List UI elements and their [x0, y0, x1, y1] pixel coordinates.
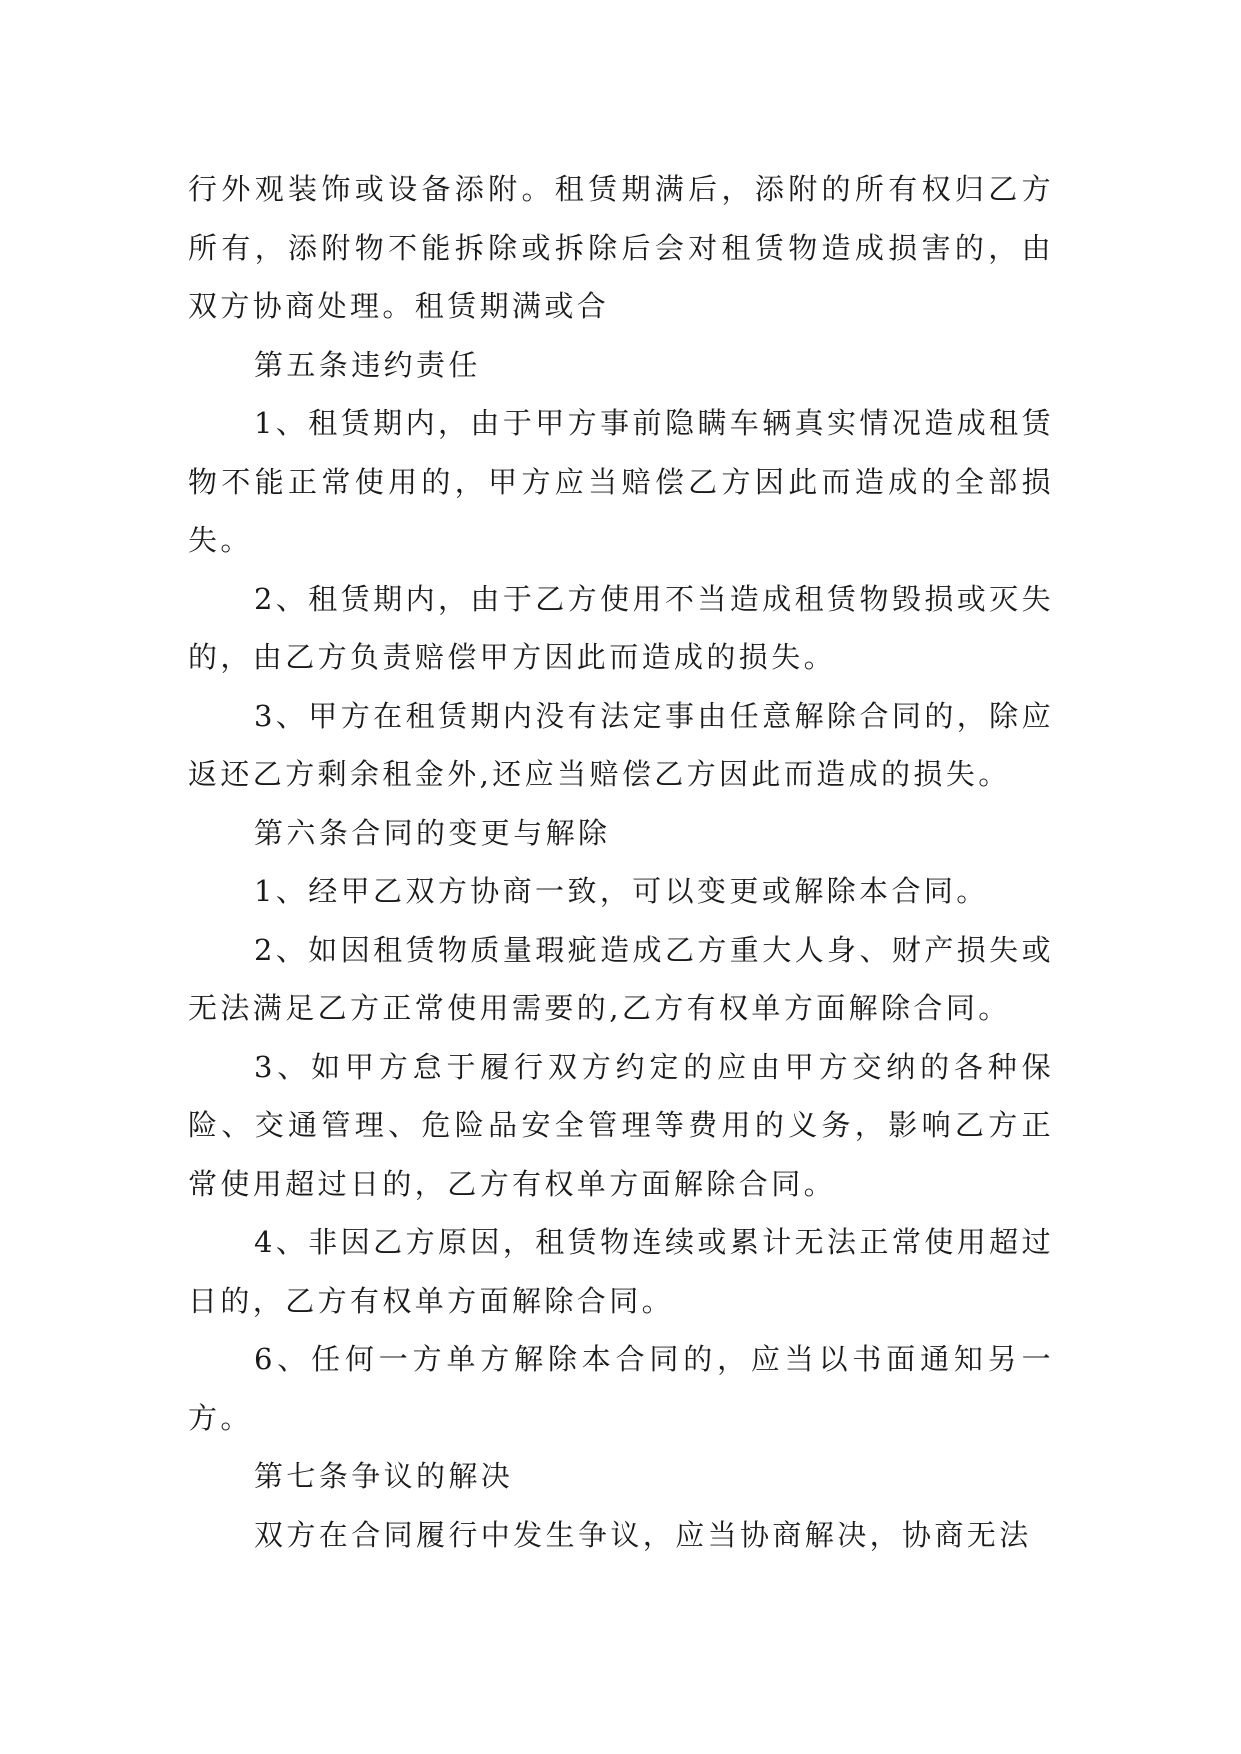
paragraph-text: 2、如因租赁物质量瑕疵造成乙方重大人身、财产损失或无法满足乙方正常使用需要的,乙方有权单方面解除合同。	[188, 932, 1054, 1025]
paragraph-text: 1、经甲乙双方协商一致，可以变更或解除本合同。	[254, 874, 989, 908]
paragraph-text: 1、租赁期内，由于甲方事前隐瞒车辆真实情况造成租赁物不能正常使用的，甲方应当赔偿乙方因此而造成的全部损失。	[188, 406, 1054, 557]
paragraph-text: 3、甲方在租赁期内没有法定事由任意解除合同的，除应返还乙方剩余租金外,还应当赔偿乙方因此而造成的损失。	[188, 698, 1054, 791]
document-body	[188, 160, 1054, 1564]
paragraph-text: 4、非因乙方原因，租赁物连续或累计无法正常使用超过日的，乙方有权单方面解除合同。	[188, 1225, 1054, 1318]
section-heading-breach-liability: 第五条违约责任	[254, 347, 481, 382]
paragraph-text: 2、租赁期内，由于乙方使用不当造成租赁物毁损或灭失的，由乙方负责赔偿甲方因此而造成的损失。	[188, 581, 1054, 674]
paragraph-text: 6、任何一方单方解除本合同的，应当以书面通知另一方。	[188, 1342, 1054, 1435]
paragraph-text: 双方在合同履行中发生争议，应当协商解决，协商无法	[254, 1517, 1032, 1552]
section-heading-dispute-resolution: 第七条争议的解决	[254, 1459, 514, 1493]
paragraph-text: 行外观装饰或设备添附。租赁期满后，添附的所有权归乙方所有，添附物不能拆除或拆除后会对租赁物造成损害的，由双方协商处理。租赁期满或合	[188, 172, 1054, 323]
paragraph-text: 3、如甲方怠于履行双方约定的应由甲方交纳的各种保险、交通管理、危险品安全管理等费用的义务，影响乙方正常使用超过日的，乙方有权单方面解除合同。	[188, 1049, 1054, 1201]
section-heading-contract-change-termination: 第六条合同的变更与解除	[254, 815, 611, 850]
